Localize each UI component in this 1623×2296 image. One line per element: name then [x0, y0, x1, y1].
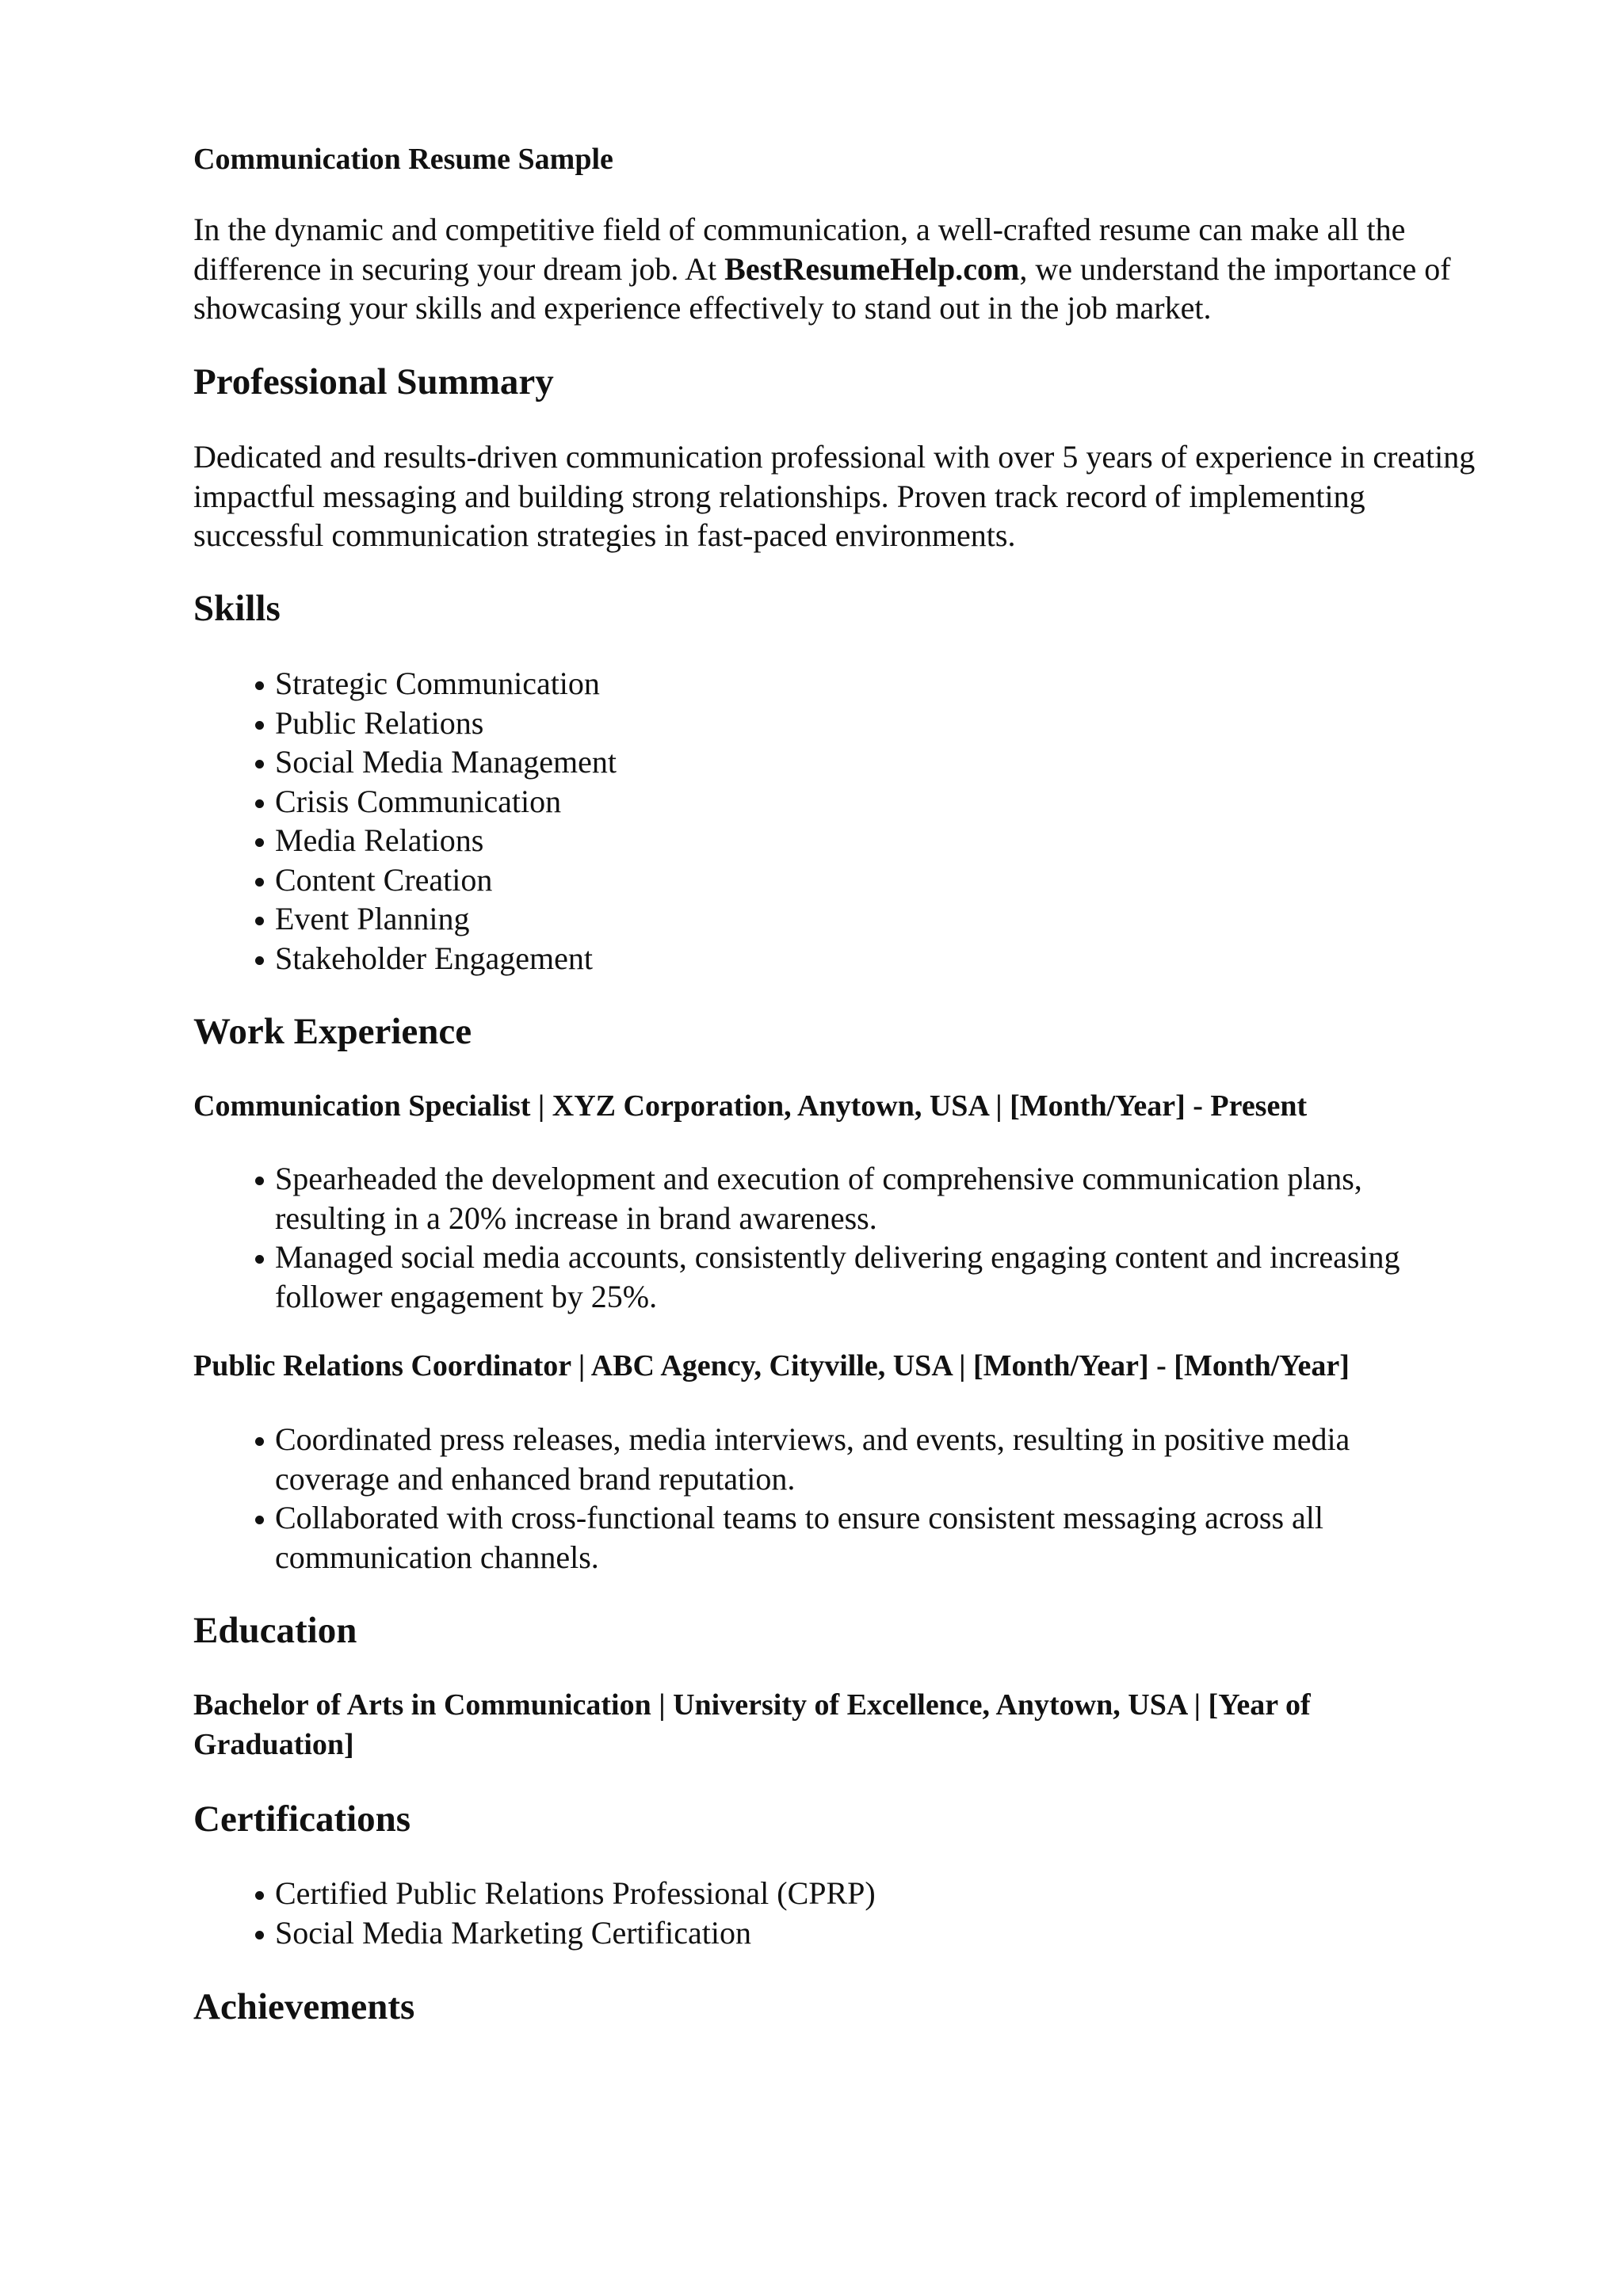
- bullet-icon: [255, 681, 264, 690]
- skill-item: Public Relations: [193, 704, 617, 743]
- intro-line-1: In the dynamic and competitive field of communication, a well-crafted resume can make all the: [193, 212, 1406, 247]
- job-title: Communication Specialist | XYZ Corporation, Anytown, USA | [Month/Year] - Present: [193, 1089, 1308, 1123]
- skill-item: Media Relations: [193, 821, 617, 860]
- intro-line-2: [193, 250, 1451, 289]
- bullet-icon: [255, 917, 264, 925]
- bullet-icon: [255, 1891, 264, 1900]
- skill-item: Stakeholder Engagement: [193, 939, 617, 978]
- bullet-icon: [255, 1516, 264, 1524]
- bullet-icon: [255, 721, 264, 730]
- skill-item: Crisis Communication: [193, 782, 617, 822]
- bullet-icon: [255, 956, 264, 965]
- bullet-icon: [255, 1255, 264, 1264]
- bullet-icon: [255, 1931, 264, 1939]
- skill-item: Social Media Management: [193, 742, 617, 782]
- job-bullet: Coordinated press releases, media interviews, and events, resulting in positive media coverage and enhanced brand reputation.: [193, 1420, 1350, 1498]
- bullet-icon: [255, 1437, 264, 1446]
- degree-line: Graduation]: [193, 1727, 354, 1761]
- job-bullet: Spearheaded the development and execution of comprehensive communication plans, resulting in a 20% increase in brand awareness.: [193, 1159, 1400, 1238]
- website-link[interactable]: BestResumeHelp.com: [724, 250, 1020, 287]
- work-heading: Work Experience: [193, 1011, 472, 1052]
- job-bullets: [193, 1159, 1400, 1316]
- skills-list: [193, 664, 617, 978]
- bullet-icon: [255, 799, 264, 808]
- summary-paragraph: [193, 437, 1475, 555]
- bullet-icon: [255, 838, 264, 847]
- intro-line-3: showcasing your skills and experience effectively to stand out in the job market.: [193, 290, 1212, 326]
- education-heading: Education: [193, 1610, 357, 1651]
- intro-paragraph: [193, 210, 1451, 328]
- skills-heading: Skills: [193, 588, 281, 629]
- skill-item: Strategic Communication: [193, 664, 617, 704]
- skill-item: Content Creation: [193, 860, 617, 900]
- certifications-heading: Certifications: [193, 1798, 411, 1840]
- certifications-list: [193, 1874, 876, 1952]
- degree-title: [193, 1686, 1311, 1764]
- certification-item: Social Media Marketing Certification: [193, 1913, 876, 1953]
- summary-heading: Professional Summary: [193, 361, 554, 402]
- job-bullet: Collaborated with cross-functional teams to ensure consistent messaging across all communication channels.: [193, 1498, 1350, 1577]
- document-title: Communication Resume Sample: [193, 143, 613, 176]
- degree-line: Bachelor of Arts in Communication | University of Excellence, Anytown, USA | [Year of: [193, 1688, 1311, 1722]
- job-bullets: [193, 1420, 1350, 1577]
- bullet-icon: [255, 1177, 264, 1185]
- achievements-heading: Achievements: [193, 1986, 415, 2027]
- intro-line-2-text: difference in securing your dream job. At: [193, 250, 725, 287]
- job-title: Public Relations Coordinator | ABC Agency, Cityville, USA | [Month/Year] - [Month/Year]: [193, 1349, 1350, 1383]
- summary-line: impactful messaging and building strong relationships. Proven track record of implementing: [193, 478, 1365, 514]
- bullet-icon: [255, 878, 264, 887]
- intro-line-2-tail: , we understand the importance of: [1019, 250, 1451, 287]
- summary-line: successful communication strategies in fast-paced environments.: [193, 517, 1016, 553]
- skill-item: Event Planning: [193, 899, 617, 939]
- bullet-icon: [255, 760, 264, 769]
- job-bullet: Managed social media accounts, consistently delivering engaging content and increasing follower engagement by 25%.: [193, 1238, 1400, 1316]
- summary-line: Dedicated and results-driven communication professional with over 5 years of experience in creating: [193, 439, 1476, 475]
- certification-item: Certified Public Relations Professional (CPRP): [193, 1874, 876, 1913]
